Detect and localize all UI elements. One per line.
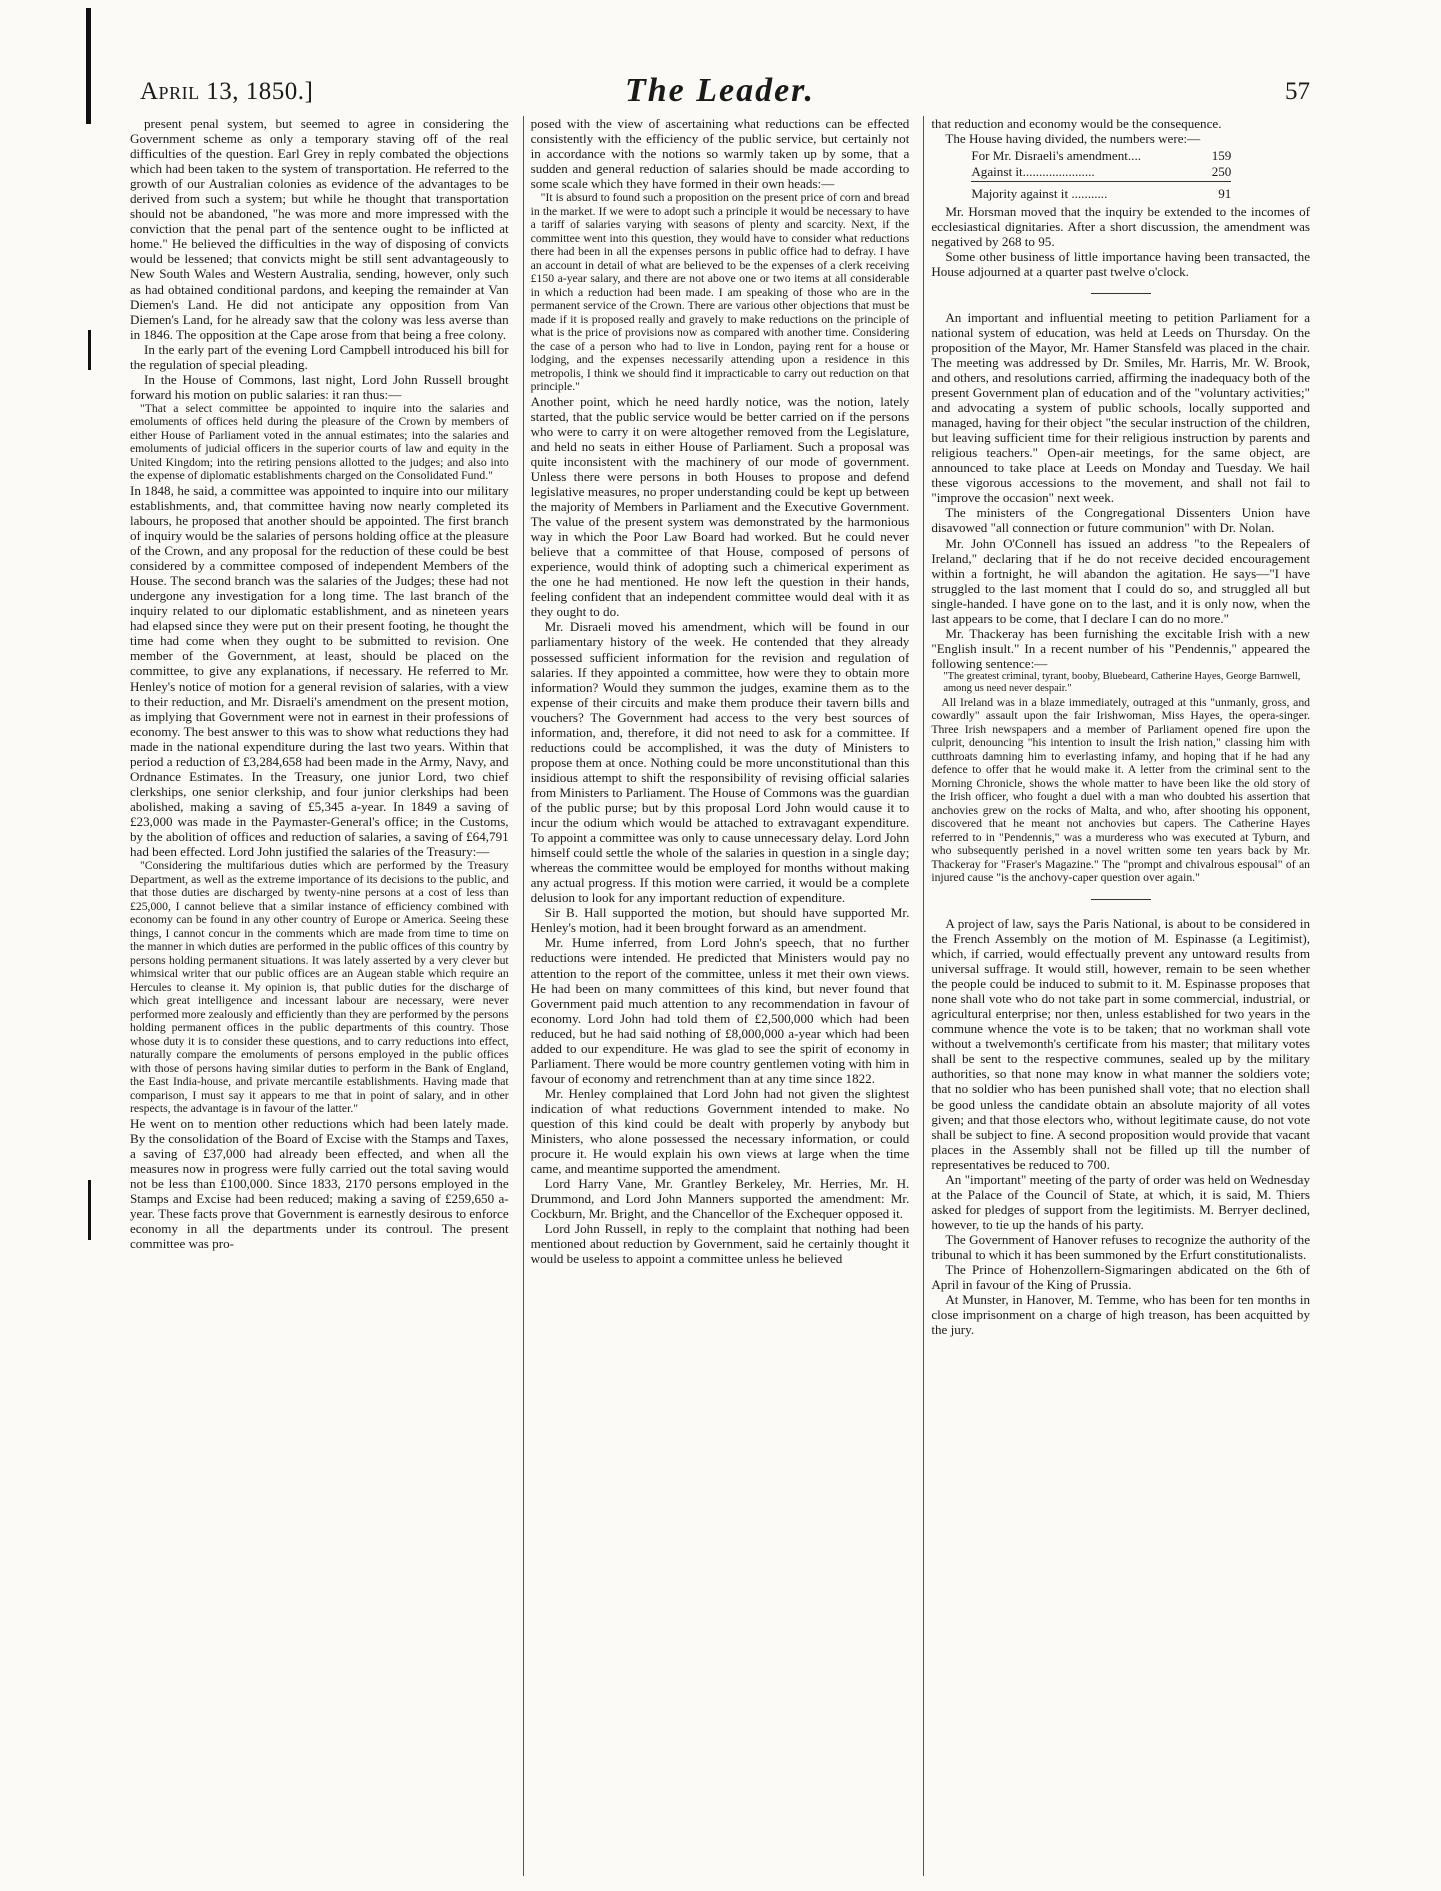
paragraph: An "important" meeting of the party of order was held on Wednesday at the Palace of the Council of State, at which, it is said, M. Thiers asked for pledges of support from the legitimists. M. Berryer declined, however, to tie up the hands of his party. bbox=[931, 1171, 1311, 1232]
vote-label: Against it...................... bbox=[971, 163, 1095, 179]
paragraph: Mr. John O'Connell has issued an address "to the Repealers of Ireland," declaring that if he do not receive decided encouragement within a fortnight, he will abandon the agitation. He says—"I have struggled to the last moment that I could do so, and struggled all but single-handed. I have gone on to the last, and it is only now, when the last appears to be come, that I declare I can do no more." bbox=[931, 535, 1311, 626]
page-header bbox=[130, 72, 1310, 112]
paragraph: In 1848, he said, a committee was appointed to inquire into our military establishments, and, that committee having now nearly completed its labours, he proposed that another should be appointed. The first branch of inquiry would be the salaries of persons holding office at the pleasure of the Crown, and any proposal for the reduction of these could be best considered by a committee composed of independent Members of the House. The second branch was the salaries of the Judges; these had not undergone any investigation for a long time. The last branch of the inquiry related to our diplomatic establishment, and as nineteen years had elapsed since they were put on their present footing, he thought the time had come when they ought to be submitted to revision. One member of the Government, at least, should be placed on the committee, to give any explanations, if necessary. He referred to Mr. Henley's notice of motion for a general revision of salaries, with a view to their reduction, and Mr. Disraeli's amendment on the present motion, as implying that Government were not in earnest in their professions of economy. The best answer to this was to show what reductions they had made in the national expenditure during the last two years. Within that period a reduction of £3,284,658 had been made in the Army, Navy, and Ordnance Estimates. In the Treasury, one junior Lord, two chief clerkships, one senior clerkship, and four junior clerkships had been abolished, making a saving of £5,345 a-year. In 1849 a saving of £23,000 was made in the Paymaster-General's office; in the Customs, by the abolition of offices and reduction of salaries, a saving of £64,791 had been effected. Lord John justified the salaries of the Treasury:— bbox=[130, 482, 509, 860]
paragraph: The ministers of the Congregational Dissenters Union have disavowed "all connection or future communion" with Dr. Nolan. bbox=[931, 505, 1311, 536]
paragraph: Mr. Henley complained that Lord John had not given the slightest indication of what reductions Government intended to make. No question of this kind could be dealt with properly by anybody but Ministers, who alone possessed the necessary information, or could procure it. He would explain his own views at large when the time came, and meantime supported the amendment. bbox=[530, 1085, 910, 1177]
paragraph: The Government of Hanover refuses to recognize the authority of the tribunal to which it has been summoned by the Erfurt constitutionalists. bbox=[931, 1231, 1311, 1262]
issue-date: April 13, 1850.] bbox=[140, 78, 314, 105]
paragraph: Mr. Thackeray has been furnishing the excitable Irish with a new "English insult." In a recent number of his "Pendennis," appeared the following sentence:— bbox=[931, 625, 1311, 671]
paragraph: A project of law, says the Paris National, is about to be considered in the French Assembly on the motion of M. Espinasse (a Legitimist), which, if carried, would effectually prevent any untoward results from universal suffrage. It would still, however, remain to be seen whether the people could be induced to submit to it. M. Espinasse proposes that none shall vote who do not take part in some commercial, industrial, or agricultural enterprise; nor then, unless established for two years in the commune whence the vote is to be taken; that no workman shall vote without a twelvemonth's certificate from his master; that military votes shall be sent to the respective communes, sealed up by the military authorities, so that none may know in what manner the soldiers vote; that no soldier who has been punished shall vote; that no election shall be good unless the candidate obtain an absolute majority of all votes given; and that those electors who, without legitimate cause, do not vote shall be subject to fine. A second proposition would provide that vacant places in the Assembly shall not be filled up till the number of representatives be reduced to 700. bbox=[931, 915, 1311, 1172]
paragraph: The House having divided, the numbers were:— bbox=[945, 131, 1201, 147]
paragraph: "The greatest criminal, tyrant, booby, Bluebeard, Catherine Hayes, George Barnwell, among us need never despair." bbox=[943, 670, 1301, 695]
vote-row-for bbox=[971, 148, 1231, 164]
paragraph: He went on to mention other reductions which had been lately made. By the consolidation of the Board of Excise with the Stamps and Taxes, a saving of £37,000 had already been effected, and when all the measures now in progress were fully carried out the total saving would not be less than £100,000. Since 1833, 2170 persons employed in the Stamps and Excise had been reduced; making a saving of £259,650 a-year. These facts prove that Government is earnestly desirous to enforce economy in all the departments under its controul. The present committee was pro- bbox=[130, 1115, 509, 1251]
paragraph: "It is absurd to found such a proposition on the present price of corn and bread in the market. If we were to adopt such a principle it would be necessary to have a tariff of salaries varying with seasons of plenty and scarcity. Next, if the committee went into this question, they would have to consider what reductions there had been in all the expenses persons in public office had to defray. I have an account in detail of what are believed to be the expenses of a clerk receiving £150 a-year salary, and there are not above one or two items at all considerable in which a reduction had been made. I am speaking of those who are in the permanent service of the Crown. There are various other objections that must be made if it is proposed really and gravely to make reductions on the principle of what is the price of provisions now as compared with another time. Considering the case of a person who had to live in London, paying rent for a house or lodging, and the expenses necessarily attending upon a residence in this metropolis, I think we should find it impracticable to carry out reduction on that principle." bbox=[530, 191, 910, 394]
binding-mark bbox=[88, 330, 91, 370]
column-2 bbox=[523, 116, 910, 1876]
vote-row-against bbox=[971, 164, 1231, 180]
paragraph: "That a select committee be appointed to inquire into the salaries and emoluments of offices held during the pleasure of the Crown by members of either House of Parliament voted in the annual estimates; into the salaries and emoluments of judicial officers in the superior courts of law and equity in the United Kingdom; into the retiring pensions allotted to the judges; and also into the expense of diplomatic establishments charged on the Consolidated Fund." bbox=[130, 401, 509, 483]
paragraph: that reduction and economy would be the consequence. bbox=[931, 116, 1222, 131]
paragraph: Mr. Hume inferred, from Lord John's speech, that no further reductions were intended. He predicted that Ministers would pay no attention to the report of the committee, unless it met their own views. He had been on many committees of this kind, but never found that Government paid much attention to any recommendation in favour of economy. Lord John had told them of £2,500,000 which had been reduced, but he had said nothing of £8,000,000 a-year which had been added to our expenditure. He was glad to see the spirit of economy in Parliament. There would be more country gentlemen voting with him in favour of economy and retrenchment than at any time since 1822. bbox=[530, 935, 910, 1086]
paragraph: Some other business of little importance having been transacted, the House adjourned at a quarter past twelve o'clock. bbox=[931, 248, 1311, 279]
paragraph: Mr. Disraeli moved his amendment, which will be found in our parliamentary history of the week. He contended that they already possessed sufficient information for the revision and regulation of salaries. If they appointed a committee, how were they to obtain more information? Would they summon the judges, examine them as to the expense of their circuits and make them produce their tavern bills and vouchers? The Government had access to the very best sources of information, and, therefore, it did not need to ask for a committee. If reductions could be accomplished, it was the duty of Ministers to propose them at once. Nothing could be more unconstitutional than this insidious attempt to shift the responsibility of revising official salaries from Ministers to Parliament. The House of Commons was the guardian of the public purse; but by this proposal Lord John would cause it to incur the odium which would be attached to extravagant expenditure. To appoint a committee was only to cause unnecessary delay. Lord John himself could settle the whole of the salaries in question in a single day; whereas the committee would be employed for months without making any actual progress. If this motion were carried, it would be a complete delusion to look for any important reduction of expenditure. bbox=[530, 619, 910, 906]
paragraph: At Munster, in Hanover, M. Temme, who has been for ten months in close imprisonment on a charge of high treason, has been acquitted by the jury. bbox=[931, 1292, 1311, 1338]
paragraph: present penal system, but seemed to agree in considering the Government scheme as only a temporary staving off of the real difficulties of the question. Earl Grey in reply combated the objections which had been taken to the system of transportation. He referred to the growth of our Australian colonies as evidence of the advantages to be derived from such a system; but while he thought that transportation should not be abandoned, "he was more and more impressed with the conviction that the penal part of the sentence ought to be inflicted at home." He believed the difficulties in the way of disposing of convicts would be lessened; that convicts might be still sent advantageously to New South Wales and Western Australia, sending, however, only such as had obtained conditional pardons, and keeping the remainder at Van Diemen's Land. He did not anticipate any opposition from Van Diemen's Land, for he already saw that the colony was less averse than in 1846. The opposition at the Cape arose from that being a free colony. bbox=[130, 116, 509, 342]
paragraph: In the early part of the evening Lord Campbell introduced his bill for the regulation of special pleading. bbox=[130, 341, 509, 372]
division-table bbox=[971, 148, 1310, 202]
column-3-home-news bbox=[931, 310, 1310, 885]
paragraph: Mr. Horsman moved that the inquiry be extended to the incomes of ecclesiastical dignitaries. After a short discussion, the amendment was negatived by 268 to 95. bbox=[931, 203, 1311, 249]
paragraph: All Ireland was in a blaze immediately, outraged at this "unmanly, gross, and cowardly" assault upon the fair Irishwoman, Miss Hayes, the opera-singer. Three Irish newspapers and a member of Parliament opened fire upon the culprit, denouncing "his intention to insult the Irish nation," classing him with cutthroats damning him to everlasting infamy, and hoping that if he had any defence to offer that he would make it. A letter from the criminal sent to the Morning Chronicle, shows the whole matter to have been like the old story of the Irish officer, who fought a duel with a man who doubted his assertion that anchovies grew on the rocks of Malta, and who, after shooting his opponent, discovered that he meant not anchovies but capers. The Catherine Hayes referred to in "Pendennis," was a murderess who was executed at Tyburn, and who subsequently perished in a novel written some ten years back by Mr. Thackeray for "Fraser's Magazine." The "prompt and chivalrous espousal" of an injured cause "is the anchovy-caper question over again." bbox=[931, 695, 1311, 885]
page-number: 57 bbox=[1285, 78, 1310, 105]
paragraph: Lord Harry Vane, Mr. Grantley Berkeley, Mr. Herries, Mr. H. Drummond, and Lord John Manners supported the amendment: Mr. Cockburn, Mr. Bright, and the Chancellor of the Exchequer opposed it. bbox=[530, 1176, 910, 1222]
paragraph: Sir B. Hall supported the motion, but should have supported Mr. Henley's motion, had it been brought forward as an amendment. bbox=[530, 905, 910, 936]
article-columns bbox=[130, 116, 1310, 1876]
paragraph: In the House of Commons, last night, Lord John Russell brought forward his motion on public salaries: it ran thus:— bbox=[130, 371, 509, 402]
vote-value: 250 bbox=[1211, 163, 1232, 179]
binding-mark bbox=[88, 1180, 91, 1240]
masthead-title: The Leader. bbox=[624, 72, 816, 109]
section-divider bbox=[1091, 293, 1151, 294]
vote-value: 91 bbox=[1218, 186, 1232, 202]
paragraph: Another point, which he need hardly notice, was the notion, lately started, that the public service would be better carried on if the persons who were to carry it on were altogether removed from the Legislature, and held no seats in either House of Parliament. Such a proposal was quite inconsistent with the machinery of our mode of government. Unless there were persons in both Houses to propose and defend legislative measures, no proper understanding could be kept up between the majority of Members in Parliament and the Executive Government. The value of the present system was demonstrated by the harmonious way in which the Poor Law Board had worked. But he could never believe that a committee of that House, composed of persons of experience, would think of adopting such a chimerical experiment as the one he had mentioned. He now left the question in their hands, feeling confident that an independent committee would deal with it as they ought to do. bbox=[530, 393, 910, 620]
paragraph: "Considering the multifarious duties which are performed by the Treasury Department, as well as the extreme importance of its decisions to the public, and that those duties are discharged by twenty-nine persons at a cost of less than £25,000, I cannot believe that a similar instance of efficiency combined with economy can be found in any other country of Europe or America. Seeing these things, I cannot concur in the comments which are made from time to time on the manner in which duties are performed in the public offices of this country by persons holding permanent situations. It was lately asserted by a very clever but whimsical writer that our public offices are an Augean stable which require an Hercules to cleanse it. My opinion is, that public duties for the discharge of which great intelligence and incessant labour are necessary, were never performed more zealously and efficiently than they are performed by the persons holding permanent offices in the public departments of this country. Those whose duty it is to consider these questions, and to carry reductions into effect, naturally compare the emoluments of persons employed in the public offices with those of persons having similar duties to perform in the Bank of England, the East India-house, and private mercantile establishments. Having made that comparison, I must say it appears to me that in point of salary, and in other respects, the advantage is in favour of the latter." bbox=[130, 859, 509, 1116]
column-1 bbox=[130, 116, 509, 1876]
vote-label: Majority against it ........... bbox=[971, 186, 1108, 202]
column-3-foreign-news bbox=[931, 916, 1310, 1337]
binding-mark bbox=[86, 8, 91, 124]
vote-row-majority bbox=[971, 181, 1231, 202]
paragraph: An important and influential meeting to petition Parliament for a national system of education, was held at Leeds on Thursday. On the proposition of the Mayor, Mr. Hamer Stansfeld was placed in the chair. The meeting was addressed by Dr. Smiles, Mr. Harris, Mr. W. Brook, and others, and resolutions carried, affirming the inadequacy both of the present Government plan of education and of the "voluntary activities;" and advocating a system of public schools, locally supported and managed, having for their object "the secular instruction of the children, but leaving sufficient time for their religious instruction by parents and religious teachers." Open-air meetings, for the same object, are announced to take place at Leeds on Monday and Tuesday. We hail these vigorous accessions to the movement, and shall not fail to "improve the occasion" next week. bbox=[931, 309, 1311, 506]
column-3-top bbox=[931, 116, 1310, 146]
column-3 bbox=[923, 116, 1310, 1876]
section-divider bbox=[1091, 899, 1151, 900]
paragraph: Lord John Russell, in reply to the complaint that nothing had been mentioned about reduction by Government, said he certainly thought it would be useless to appoint a committee unless he believed bbox=[530, 1221, 910, 1267]
vote-label: For Mr. Disraeli's amendment.... bbox=[971, 148, 1141, 164]
paragraph: The Prince of Hohenzollern-Sigmaringen abdicated on the 6th of April in favour of the King of Prussia. bbox=[931, 1262, 1311, 1293]
vote-value: 159 bbox=[1211, 148, 1232, 164]
column-3-parliament bbox=[931, 204, 1310, 279]
paragraph: posed with the view of ascertaining what reductions can be effected consistently with the efficiency of the public service, but certainly not in accordance with the notions so warmly taken up by some, that a sudden and general reduction of salaries should be made according to some scale which they have formed in their own heads:— bbox=[530, 116, 910, 192]
